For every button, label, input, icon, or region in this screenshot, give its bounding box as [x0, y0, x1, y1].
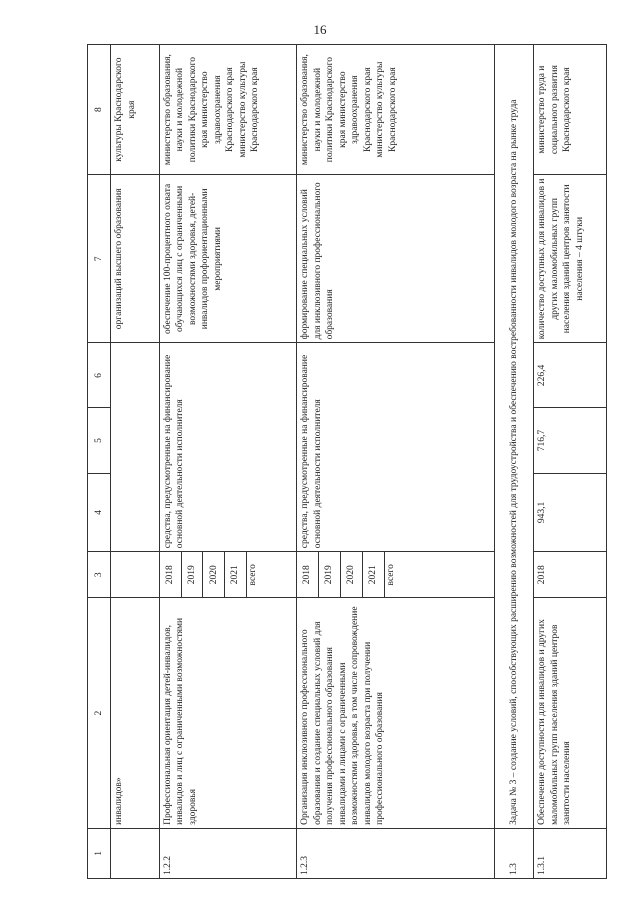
- table-row-1-2-2: [159, 45, 181, 879]
- executors: министерство образования, науки и молодежной политики Краснодарского края министерство здравоохранения Краснодарского края министерство культуры Краснодарского края: [159, 45, 296, 175]
- year-cell: 2019: [181, 552, 203, 598]
- year-cell: 2018: [297, 552, 319, 598]
- year-cell: 2020: [203, 552, 225, 598]
- continued-executors: культуры Краснодарского края: [111, 45, 160, 175]
- task-text: Задача № 3 – создание условий, способствующих расширению возможностей для трудоустройства и обеспечению востребованности инвалидов молодого возраста на рынке труда: [495, 45, 534, 829]
- row-id: 1.2.2: [159, 828, 296, 878]
- year-cell: 2020: [340, 552, 362, 598]
- expected-result: количество доступных для инвалидов и других маломобильных групп населения зданий центров занятости населения – 4 штуки: [534, 175, 607, 343]
- executors: министерство образования, науки и молодежной политики Краснодарского края министерство здравоохранения Краснодарского края министерство культуры Краснодарского края: [297, 45, 495, 175]
- year-cell: 2018: [159, 552, 181, 598]
- row-name: Обеспечение доступности для инвалидов и других маломобильных групп населения зданий центров занятости населения: [534, 598, 607, 829]
- page-number: 16: [313, 22, 327, 37]
- table-row-1-3-1: [534, 45, 607, 879]
- funding-source: средства, предусмотренные на финансирование основной деятельности исполнителя: [159, 343, 296, 552]
- value-total: 943,1: [534, 473, 607, 552]
- row-id: 1.3.1: [534, 828, 607, 878]
- funding-source: средства, предусмотренные на финансирование основной деятельности исполнителя: [297, 343, 495, 552]
- header-col-2: 2: [88, 598, 111, 829]
- expected-result: обеспечение 100-процентного охвата обучающихся лиц с ограниченными возможностями здоровья, детей-инвалидов профориентационными мероприятиями: [159, 175, 296, 343]
- row-name: Профессиональная ориентация детей-инвалидов, инвалидов и лиц с ограниченными возможностями здоровья: [159, 598, 296, 829]
- continued-name: инвалидов»: [111, 598, 160, 829]
- row-name: Организация инклюзивного профессионального образования и создание специальных условий для получения профессионального образования инвалидами и лицами с ограниченными возможностями здоровья, в том числе сопровождение инвалидов молодого возраста при получении профессионального образования: [297, 598, 495, 829]
- task-row: [495, 45, 534, 879]
- table-row-continued: [111, 45, 160, 879]
- header-col-4: 4: [88, 473, 111, 552]
- year-cell: 2021: [362, 552, 384, 598]
- header-col-8: 8: [88, 45, 111, 175]
- executors: министерство труда и социального развития Краснодарского края: [534, 45, 607, 175]
- row-id: 1.2.3: [297, 828, 495, 878]
- total-cell: всего: [384, 552, 495, 598]
- year-cell: 2018: [534, 552, 607, 598]
- expected-result: формирование специальных условий для инклюзивного профессионального образования: [297, 175, 495, 343]
- rotated-table-wrapper: [87, 44, 607, 879]
- header-col-7: 7: [88, 175, 111, 343]
- value-col-5: 716,7: [534, 408, 607, 473]
- total-cell: всего: [247, 552, 297, 598]
- value-col-6: 226,4: [534, 343, 607, 408]
- header-col-3: 3: [88, 552, 111, 598]
- year-cell: 2019: [318, 552, 340, 598]
- header-col-5: 5: [88, 408, 111, 473]
- header-col-6: 6: [88, 343, 111, 408]
- measures-table: [87, 44, 607, 879]
- year-cell: 2021: [225, 552, 247, 598]
- task-id: 1.3: [495, 828, 534, 878]
- header-col-1: 1: [88, 828, 111, 878]
- header-row: [88, 45, 111, 879]
- continued-result: организаций высшего образования: [111, 175, 160, 343]
- table-row-1-2-3: [297, 45, 319, 879]
